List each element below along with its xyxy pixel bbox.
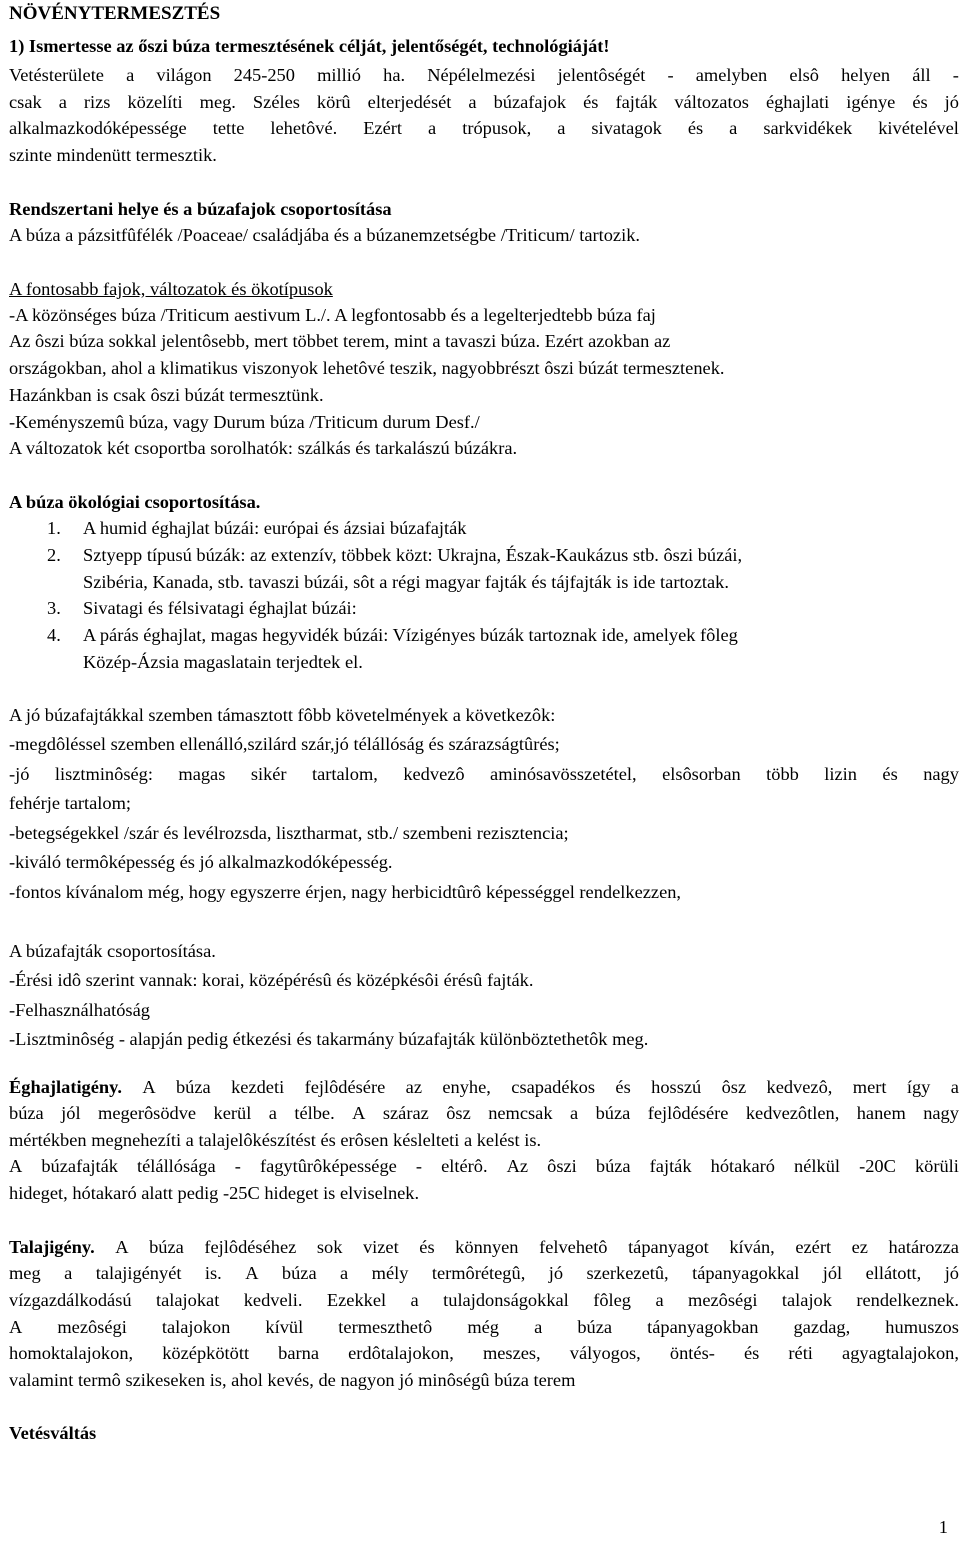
soil-first-line: Talajigény. A búza fejlôdéséhez sok vizet és könnyen felvehetô tápanyagot kíván, ezért ez határozza — [9, 1237, 959, 1257]
climate-line: búza jól megerôsödve kerül a télbe. A száraz ôsz nemcsak a búza fejlôdésére kedvezôtlen, hanem nagy — [9, 1103, 959, 1123]
requirements-line: -betegségekkel /szár és levélrozsda, lisztharmat, stb./ szembeni rezisztencia; — [9, 823, 569, 843]
climate-line: mértékben megnehezíti a talajelôkészítést és erôsen késlelteti a kelést is. — [9, 1130, 542, 1150]
climate-line: A búzafajták télállósága - fagytûrôképessége - eltérô. Az ôszi búza fajták hótakaró nélkül -20C körüli — [9, 1156, 959, 1176]
soil-line: homoktalajokon, középkötött barna erdôtalajokon, meszes, vályogos, öntés- és réti agyagtalajokon, — [9, 1343, 959, 1363]
ecology-item-text: A humid éghajlat búzái: európai és ázsiai búzafajták — [83, 518, 467, 538]
ecology-item-text: Sztyepp típusú búzák: az extenzív, többek közt: Ukrajna, Észak-Kaukázus stb. ôszi búzái, — [83, 545, 743, 565]
intro-paragraph-line: csak a rizs közelíti meg. Széles körû elterjedését a búzafajok és fajták változatos éghajlati igénye és jó — [9, 92, 959, 112]
document-heading: NÖVÉNYTERMESZTÉS — [9, 3, 221, 24]
species-line: -A közönséges búza /Triticum aestivum L./. A legfontosabb és a legelterjedtebb búza faj — [9, 305, 656, 325]
section-title-species: A fontosabb fajok, változatok és ökotípusok — [9, 279, 333, 299]
ecology-item-number: 3. — [47, 598, 61, 618]
soil-line: vízgazdálkodású talajokat kedveli. Ezekkel a tulajdonságokkal fôleg a mezôségi talajok rendelkeznek. — [9, 1290, 959, 1310]
section-title-rotation: Vetésváltás — [9, 1423, 97, 1443]
systematics-text: A búza a pázsitfûfélék /Poaceae/ családjába és a búzanemzetségbe /Triticum/ tartozik. — [9, 225, 640, 245]
intro-paragraph-line: Vetésterülete a világon 245-250 millió ha. Népélelmezési jelentôségét - amelyben elsô helyen áll - — [9, 65, 959, 85]
requirements-line: -fontos kívánalom még, hogy egyszerre érjen, nagy herbicidtûrô képességgel rendelkezzen, — [9, 882, 682, 902]
page-number: 1 — [938, 1517, 948, 1537]
requirements-title: A jó búzafajtákkal szemben támasztott fôbb követelmények a következôk: — [9, 705, 556, 725]
soil-line: meg a talajigényét is. A búza a mély termôrétegû, jó szerkezetû, tápanyagokkal jól ellátott, jó — [9, 1263, 959, 1283]
soil-line: valamint termô szikeseken is, ahol kevés, de nagyon jó minôségû búza terem — [9, 1370, 576, 1390]
ecology-item-text: A párás éghajlat, magas hegyvidék búzái: Vízigényes búzák tartoznak ide, amelyek fôleg — [83, 625, 738, 645]
grouping-line: -Lisztminôség - alapján pedig étkezési és takarmány búzafajták különböztethetôk meg. — [9, 1029, 649, 1049]
section-title-systematics: Rendszertani helye és a búzafajok csoportosítása — [9, 199, 392, 219]
requirements-line: fehérje tartalom; — [9, 793, 132, 813]
ecology-item-text: Sivatagi és félsivatagi éghajlat búzái: — [83, 598, 357, 618]
ecology-item-number: 4. — [47, 625, 61, 645]
grouping-line: -Érési idô szerint vannak: korai, középérésû és középkésôi érésû fajták. — [9, 970, 534, 990]
ecology-item-number: 2. — [47, 545, 61, 565]
species-line: Hazánkban is csak ôszi búzát termesztünk. — [9, 385, 324, 405]
grouping-line: -Felhasználhatóság — [9, 1000, 150, 1020]
requirements-line: -kiváló termôképesség és jó alkalmazkodóképesség. — [9, 852, 393, 872]
section-title-ecology: A búza ökológiai csoportosítása. — [9, 492, 261, 512]
requirements-line: -jó lisztminôség: magas sikér tartalom, kedvezô aminósavösszetétel, elsôsorban több lizin és nagy — [9, 764, 959, 784]
species-line: országokban, ahol a klimatikus viszonyok lehetôvé teszik, nagyobbrészt ôszi búzát termesztenek. — [9, 358, 725, 378]
climate-first-line-label: Éghajlatigény. — [9, 1077, 122, 1097]
intro-paragraph-line: alkalmazkodóképessége tette lehetôvé. Ezért a trópusok, a sivatagok és a sarkvidékek kivételével — [9, 118, 959, 138]
species-line: Az ôszi búza sokkal jelentôsebb, mert többet terem, mint a tavaszi búza. Ezért azokban az — [9, 331, 671, 351]
climate-line: hideget, hótakaró alatt pedig -25C hideget is elviselnek. — [9, 1183, 420, 1203]
ecology-item-text: Közép-Ázsia magaslatain terjedtek el. — [83, 652, 363, 672]
question-title: 1) Ismertesse az őszi búza termesztésének célját, jelentőségét, technológiáját! — [9, 36, 610, 56]
species-line: -Keményszemû búza, vagy Durum búza /Triticum durum Desf./ — [9, 412, 480, 432]
species-line: A változatok két csoportba sorolhatók: szálkás és tarkalászú búzákra. — [9, 438, 518, 458]
ecology-item-text: Szibéria, Kanada, stb. tavaszi búzái, sôt a régi magyar fajták és tájfajták is ide tartoztak. — [83, 572, 729, 592]
soil-line: A mezôségi talajokon kívül termeszthetô még a búza tápanyagokban gazdag, humuszos — [9, 1317, 959, 1337]
grouping-title: A búzafajták csoportosítása. — [9, 941, 216, 961]
soil-first-line-label: Talajigény. — [9, 1237, 95, 1257]
requirements-line: -megdôléssel szemben ellenálló,szilárd szár,jó télállóság és szárazságtûrés; — [9, 734, 560, 754]
intro-paragraph-line: szinte mindenütt termesztik. — [9, 145, 217, 165]
ecology-item-number: 1. — [47, 518, 61, 538]
climate-first-line: Éghajlatigény. A búza kezdeti fejlôdésére az enyhe, csapadékos és hosszú ôsz kedvezô, mert így a — [9, 1077, 959, 1097]
